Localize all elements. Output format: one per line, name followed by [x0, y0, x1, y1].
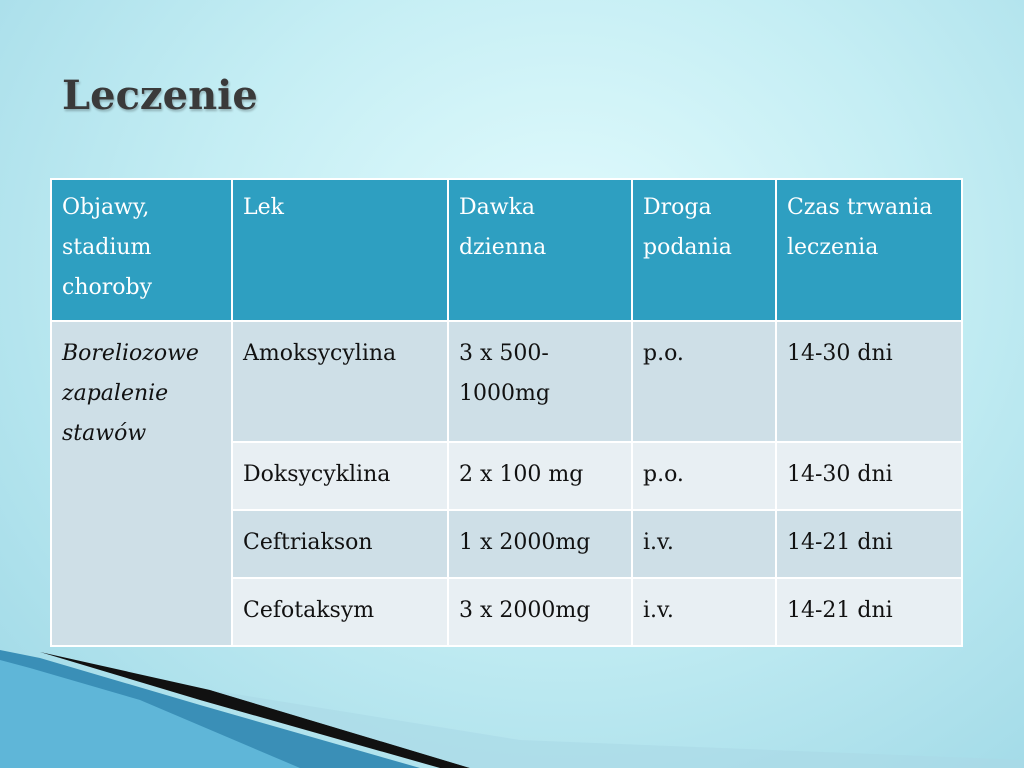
duration-cell: 14-21 dni: [776, 578, 962, 646]
slide-title: Leczenie: [62, 72, 258, 119]
route-cell: p.o.: [632, 442, 776, 510]
symptom-cell: Boreliozowe zapalenie stawów: [51, 321, 232, 646]
duration-cell: 14-21 dni: [776, 510, 962, 578]
dose-cell: 3 x 500-1000mg: [448, 321, 632, 442]
drug-cell: Cefotaksym: [232, 578, 448, 646]
dose-cell: 3 x 2000mg: [448, 578, 632, 646]
header-symptoms: Objawy, stadium choroby: [51, 179, 232, 321]
header-dose: Dawka dzienna: [448, 179, 632, 321]
dose-cell: 2 x 100 mg: [448, 442, 632, 510]
duration-cell: 14-30 dni: [776, 442, 962, 510]
table-row: [51, 321, 962, 442]
header-duration: Czas trwania leczenia: [776, 179, 962, 321]
header-route: Droga podania: [632, 179, 776, 321]
duration-cell: 14-30 dni: [776, 321, 962, 442]
table-header-row: [51, 179, 962, 321]
treatment-table: [50, 178, 963, 647]
route-cell: i.v.: [632, 578, 776, 646]
drug-cell: Ceftriakson: [232, 510, 448, 578]
route-cell: p.o.: [632, 321, 776, 442]
header-drug: Lek: [232, 179, 448, 321]
drug-cell: Amoksycylina: [232, 321, 448, 442]
drug-cell: Doksycyklina: [232, 442, 448, 510]
route-cell: i.v.: [632, 510, 776, 578]
dose-cell: 1 x 2000mg: [448, 510, 632, 578]
